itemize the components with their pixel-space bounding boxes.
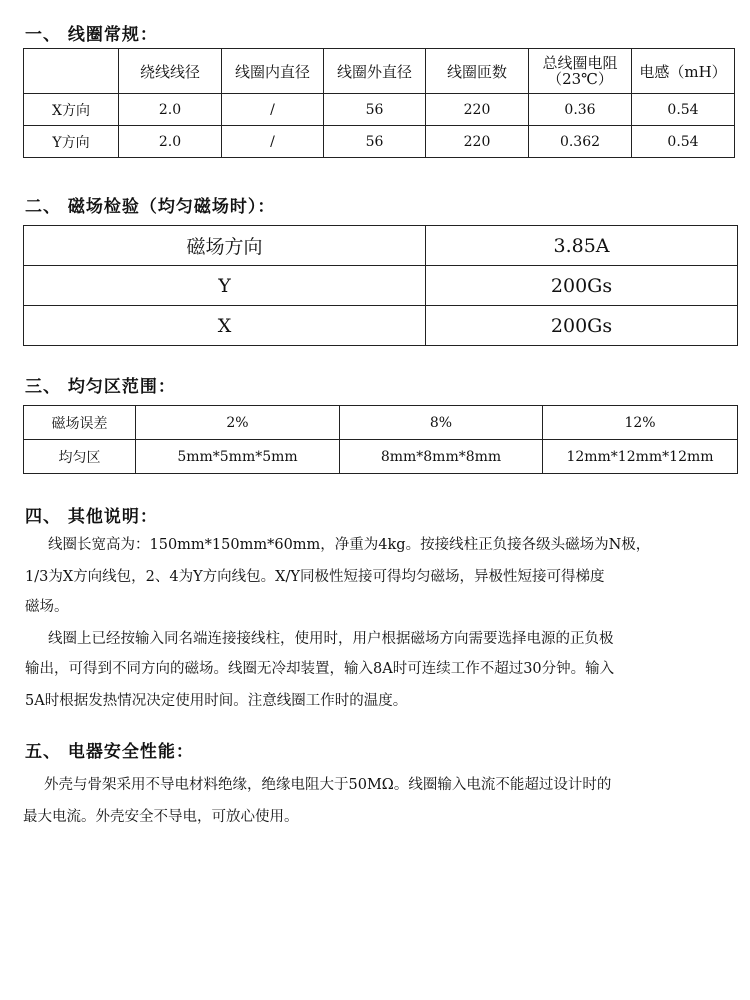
header-resistance-label: 总线圈电阻 — [542, 54, 618, 72]
table-cell: 200Gs — [426, 306, 738, 346]
paragraph-line: 线圈上已经按输入同名端连接接线柱，使用时，用户根据磁场方向需要选择电源的正负极 — [48, 631, 614, 647]
table-cell: 2% — [136, 406, 340, 440]
header-cell-resistance — [529, 49, 632, 94]
header-cell — [24, 49, 119, 94]
table-cell: 3.85A — [426, 226, 738, 266]
paragraph-line: 外壳与骨架采用不导电材料绝缘，绝缘电阻大于50MΩ。线圈输入电流不能超过设计时的 — [44, 777, 612, 793]
table-cell: 8mm*8mm*8mm — [340, 440, 543, 474]
table-cell: / — [222, 126, 324, 158]
table-cell: 0.362 — [529, 126, 632, 158]
paragraph-line: 5A时根据发热情况决定使用时间。注意线圈工作时的温度。 — [25, 693, 408, 709]
paragraph-line: 磁场。 — [25, 599, 69, 615]
table-cell: Y — [24, 266, 426, 306]
table-cell: 0.54 — [632, 126, 735, 158]
table-cell: 220 — [426, 94, 529, 126]
header-cell: 绕线线径 — [119, 49, 222, 94]
header-cell: 线圈内直径 — [222, 49, 324, 94]
paragraph-line: 最大电流。外壳安全不导电，可放心使用。 — [23, 809, 299, 825]
table-cell: 2.0 — [119, 94, 222, 126]
header-cell: 电感（mH） — [632, 49, 735, 94]
table-cell: X方向 — [24, 94, 119, 126]
table-row — [24, 94, 735, 126]
header-cell: 线圈匝数 — [426, 49, 529, 94]
section-2-title: 二、 磁场检验（均匀磁场时）： — [25, 197, 276, 217]
table-cell: 0.36 — [529, 94, 632, 126]
section-1-title: 一、 线圈常规： — [25, 25, 158, 45]
table-row — [24, 306, 738, 346]
table-cell: 12% — [543, 406, 738, 440]
table-cell: 56 — [324, 94, 426, 126]
table-row — [24, 266, 738, 306]
uniform-region-table — [23, 405, 738, 474]
coil-spec-table — [23, 48, 735, 158]
table-row — [24, 406, 738, 440]
header-resistance-temp: （23℃） — [547, 70, 613, 88]
magnetic-field-table — [23, 225, 738, 346]
table-cell: / — [222, 94, 324, 126]
table-cell: 磁场误差 — [24, 406, 136, 440]
table-row — [24, 126, 735, 158]
table-cell: 均匀区 — [24, 440, 136, 474]
header-cell: 线圈外直径 — [324, 49, 426, 94]
table-row — [24, 226, 738, 266]
table-cell: 200Gs — [426, 266, 738, 306]
paragraph-line: 输出，可得到不同方向的磁场。线圈无冷却装置，输入8A时可连续工作不超过30分钟。输入 — [25, 661, 615, 677]
table-row — [24, 440, 738, 474]
table-cell: 12mm*12mm*12mm — [543, 440, 738, 474]
table-cell: 220 — [426, 126, 529, 158]
table-cell: 5mm*5mm*5mm — [136, 440, 340, 474]
table-cell: X — [24, 306, 426, 346]
section-3-title: 三、 均匀区范围： — [25, 377, 176, 397]
section-5-title: 五、 电器安全性能： — [25, 742, 194, 762]
table-cell: 8% — [340, 406, 543, 440]
table-cell: 56 — [324, 126, 426, 158]
section-4-title: 四、 其他说明： — [25, 507, 158, 527]
table-cell: 磁场方向 — [24, 226, 426, 266]
paragraph-line: 1/3为X方向线包，2、4为Y方向线包。X/Y同极性短接可得均匀磁场，异极性短接可得梯度 — [25, 569, 605, 585]
table-cell: 2.0 — [119, 126, 222, 158]
paragraph-line: 线圈长宽高为：150mm*150mm*60mm，净重为4kg。按接线柱正负接各级头磁场为N极， — [48, 537, 651, 553]
table-header-row — [24, 49, 735, 94]
table-cell: 0.54 — [632, 94, 735, 126]
table-cell: Y方向 — [24, 126, 119, 158]
